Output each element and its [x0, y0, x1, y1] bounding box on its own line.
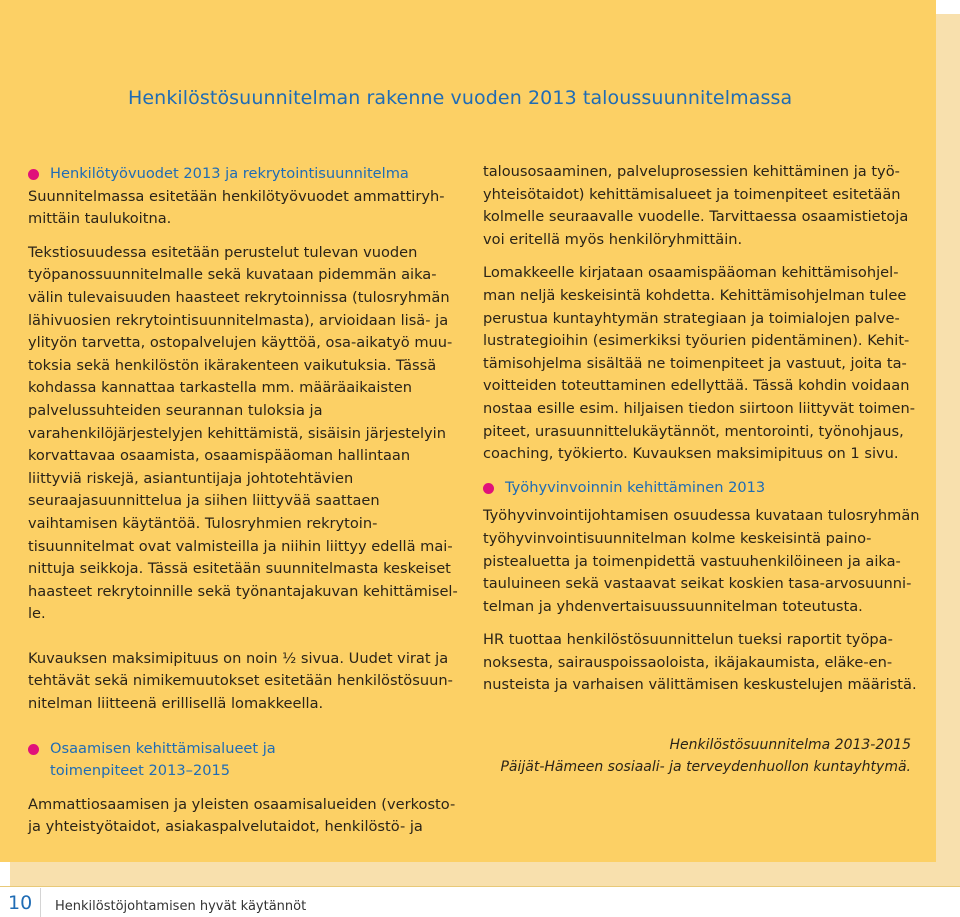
bullet-icon: [483, 483, 494, 494]
paragraph: Tekstiosuudessa esitetään perustelut tulevan vuoden työpanossuunnitelmalle sekä kuvataan pidemmän aikavälin tulevaisuuden haasteet rekrytoinnissa (tulosryhmän lähivuosien rekrytointisuunnitelmasta), arvioidaan lisä- ja ylityön tarvetta, ostopalvelujen käyttöä, osa-aikatyö muutoksia sekä henkilöstön ikärakenteen vaikutuksia. Tässä kohdassa kannattaa tarkastella mm. määräaikaisten palvelussuhteiden seurannan tuloksia ja varahenkilöjärjestelyjen kehittämistä, sisäisin järjestelyin korvattavaa osaamista, osaamispääoman hallintaan liittyviä riskejä, asiantuntijaja johtotehtävien seuraajasuunnittelua ja siihen liittyvää saattaen vaihtamisen käytäntöä. Tulosryhmien rekrytointisuunnitelmat ovat valmisteilla ja niihin liittyy edellä mainittuja seikkoja. Tässä esitetään suunnitelmasta keskeiset haasteet rekrytoinnille sekä työnantajakuvan kehittämiselle.: [28, 243, 458, 623]
section-heading-staff-years: Henkilötyövuodet 2013 ja rekrytointisuunnitelma: [28, 163, 458, 186]
paragraph: Ammattiosaamisen ja yleisten osaamisalueiden (verkosto- ja yhteistyötaidot, asiakaspalvelutaidot, henkilöstö- ja: [28, 795, 456, 836]
left-column: [28, 163, 458, 839]
section-heading-competence: Osaamisen kehittämisalueet ja toimenpiteet 2013–2015: [28, 738, 458, 783]
paragraph: talousosaaminen, palveluprosessien kehittäminen ja työyhteisötaidot) kehittämisalueet ja toimenpiteet esitetään kolmelle seuraavalle vuodelle. Tarvittaessa osaamistietoja voi eritellä myös henkilöryhmittäin.: [483, 163, 909, 248]
paragraph: Lomakkeelle kirjataan osaamispääoman kehittämisohjelman neljä keskeisintä kohdetta. Kehittämisohjelman tulee perustua kuntayhtymän strategiaan ja toimialojen palvelustrategioihin (esimerkiksi työurien pidentäminen). Kehittämisohjelma sisältää ne toimenpiteet ja vastuut, joita tavoitteiden toteuttaminen edellyttää. Tässä kohdin voidaan nostaa esille esim. hiljaisen tiedon siirtoon liittyvät toimenpiteet, urasuunnittelukäytännöt, mentorointi, työnohjaus, coaching, työkierto. Kuvauksen maksimipituus on 1 sivu.: [483, 264, 916, 463]
paragraph: Kuvauksen maksimipituus on noin ½ sivua. Uudet virat ja tehtävät sekä nimikemuutokset esitetään henkilöstösuunnitelman liitteenä erillisellä lomakkeella.: [28, 649, 453, 713]
paragraph: HR tuottaa henkilöstösuunnittelun tueksi raportit työpanoksesta, sairauspoissaoloista, ikäjakaumista, eläke-ennusteista ja varhaisen välittämisen keskustelujen määristä.: [483, 631, 917, 694]
page-title: Henkilöstösuunnitelman rakenne vuoden 2013 taloussuunnitelmassa: [128, 87, 793, 109]
paragraph: Suunnitelmassa esitetään henkilötyövuodet ammattiryhmittäin taulukoitna.: [28, 187, 445, 228]
section-heading-wellbeing: Työhyvinvoinnin kehittäminen 2013: [483, 477, 923, 500]
page-number: 10: [8, 892, 33, 914]
paragraph: Työhyvinvointijohtamisen osuudessa kuvataan tulosryhmän työhyvinvointisuunnitelman kolme keskeisintä painopistealuetta ja toimenpidettä vastuuhenkilöineen ja aikatauluineen sekä vastaavat seikat koskien tasa-arvosuunnitelman ja yhdenvertaisuussuunnitelman toteutusta.: [483, 507, 920, 615]
footer-title: Henkilöstöjohtamisen hyvät käytännöt: [55, 899, 307, 914]
right-column: [483, 161, 923, 697]
bullet-icon: [28, 744, 39, 755]
footer-separator: [40, 888, 41, 917]
source-citation: Henkilöstösuunnitelma 2013-2015 Päijät-Hämeen sosiaali- ja terveydenhuollon kuntayhtymä.: [500, 737, 911, 775]
footer-divider: [0, 886, 960, 887]
bullet-icon: [28, 169, 39, 180]
